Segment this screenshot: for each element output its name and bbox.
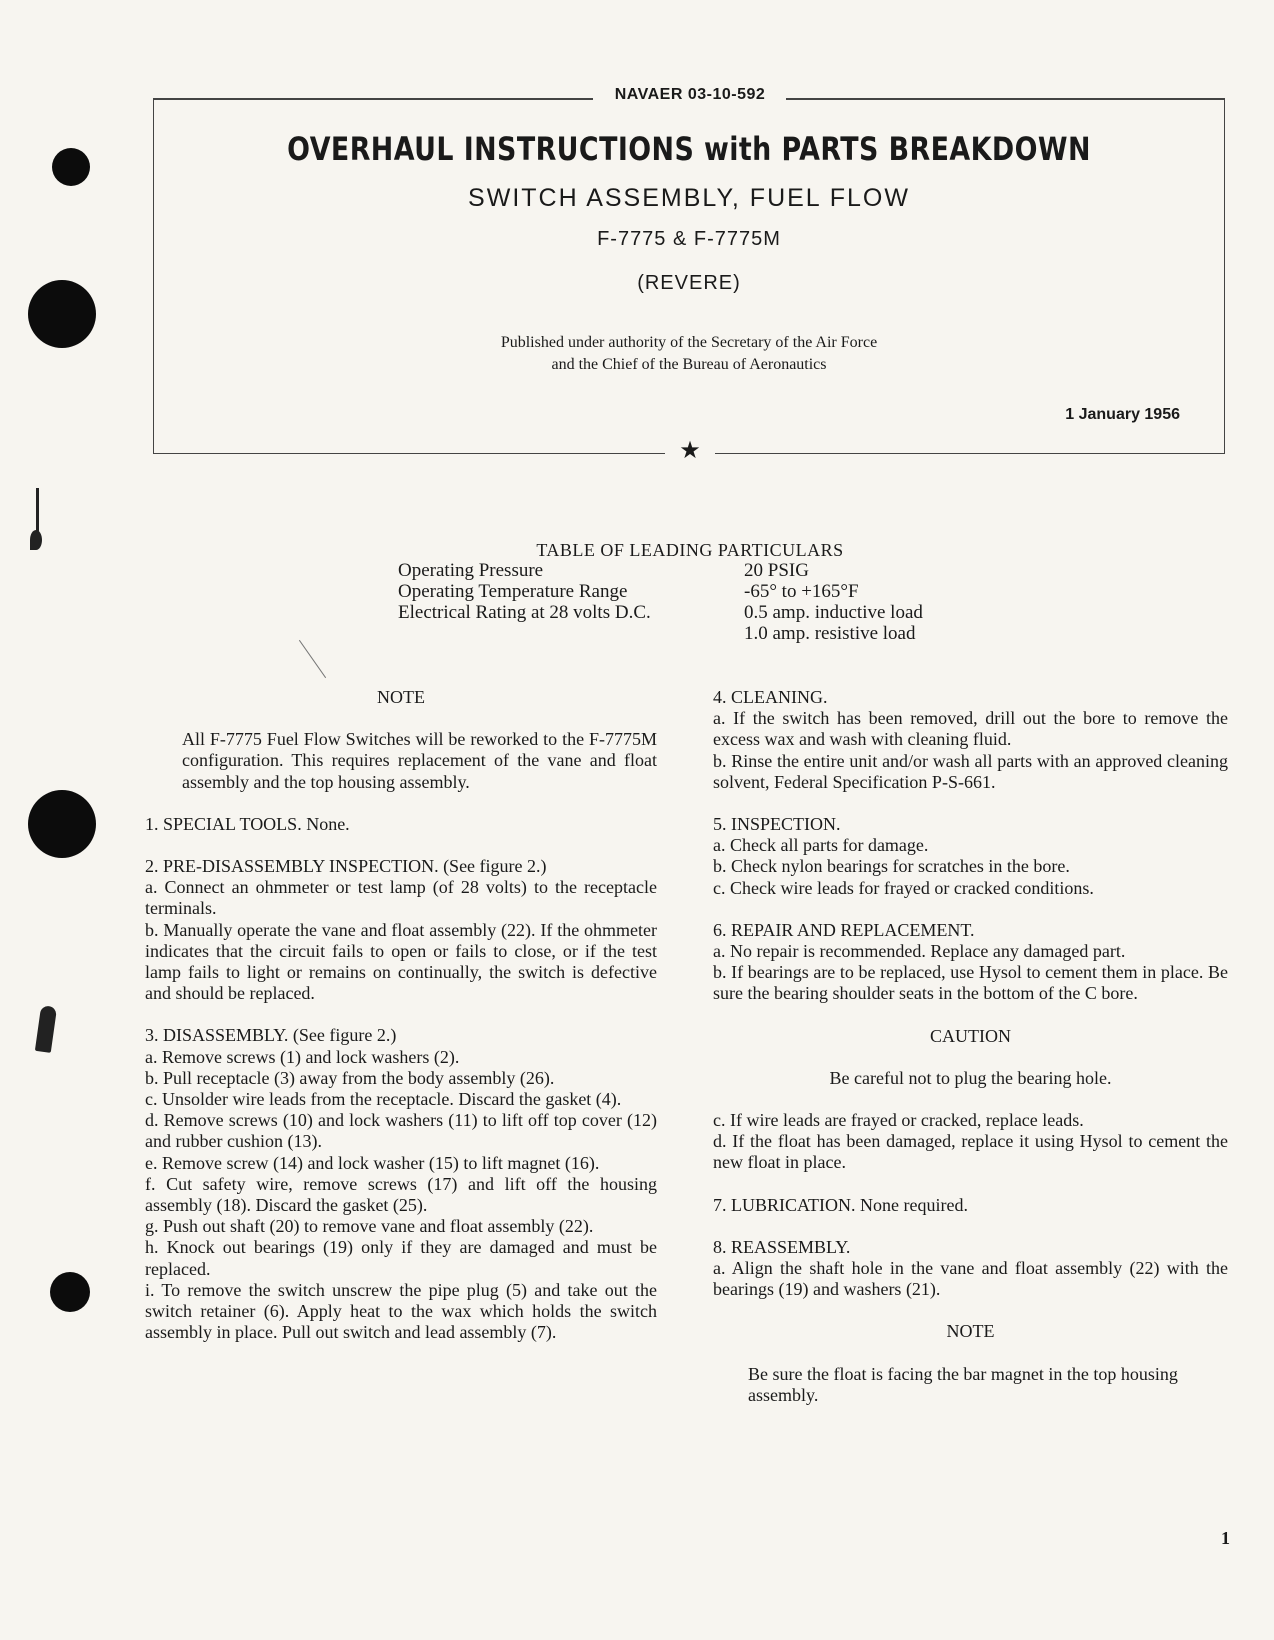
step-text: b. Manually operate the vane and float assembly (22). If the ohmmeter indicates that the circuit fails to open or fails to close, or if the test lamp fails to light or remains on continually, the switch is defective and should be replaced. <box>145 919 657 1004</box>
scan-mark <box>35 1005 57 1053</box>
particular-value: 0.5 amp. inductive load <box>744 602 923 623</box>
binder-hole <box>52 148 90 186</box>
section-heading: 4. CLEANING. <box>713 687 828 707</box>
authority-line: Published under authority of the Secretary of the Air Force <box>500 334 878 351</box>
particular-label: Electrical Rating at 28 volts D.C. <box>398 602 651 623</box>
step-text: c. If wire leads are frayed or cracked, replace leads. <box>713 1110 1084 1131</box>
step-text: h. Knock out bearings (19) only if they are damaged and must be replaced. <box>145 1237 657 1279</box>
step-text: c. Unsolder wire leads from the receptacle. Discard the gasket (4). <box>145 1089 622 1110</box>
note-text: All F-7775 Fuel Flow Switches will be reworked to the F-7775M configuration. This requires replacement of the vane and float assembly and the top housing assembly. <box>182 729 657 792</box>
binder-hole <box>28 280 96 348</box>
section-heading: 6. REPAIR AND REPLACEMENT. <box>713 919 975 940</box>
section-lubrication: 7. LUBRICATION. None required. <box>713 1194 968 1215</box>
binder-hole <box>50 1272 90 1312</box>
step-text: d. Remove screws (10) and lock washers (11) to lift off top cover (12) and rubber cushion (13). <box>145 1110 657 1152</box>
particular-label: Operating Pressure <box>398 560 544 581</box>
left-column <box>145 687 657 1343</box>
section-special-tools: 1. SPECIAL TOOLS. None. <box>145 813 350 834</box>
step-text: b. If bearings are to be replaced, use Hysol to cement them in place. Be sure the bearing shoulder seats in the bottom of the C bore. <box>713 962 1228 1004</box>
step-text: a. Remove screws (1) and lock washers (2). <box>145 1046 460 1067</box>
note-heading: NOTE <box>946 1321 995 1342</box>
publication-authority <box>153 332 1225 376</box>
section-heading: 2. PRE-DISASSEMBLY INSPECTION. (See figure 2.) <box>145 856 547 877</box>
section-heading: 8. REASSEMBLY. <box>713 1236 851 1257</box>
page-number: 1 <box>1221 1528 1230 1548</box>
document-subtitle: SWITCH ASSEMBLY, FUEL FLOW <box>468 184 910 212</box>
particular-label: Operating Temperature Range <box>398 581 628 602</box>
step-text: a. No repair is recommended. Replace any damaged part. <box>713 941 1126 962</box>
step-text: b. Check nylon bearings for scratches in the bore. <box>713 856 1070 877</box>
manufacturer: (REVERE) <box>637 272 741 294</box>
section-heading: 5. INSPECTION. <box>713 814 841 835</box>
step-text: b. Pull receptacle (3) away from the body assembly (26). <box>145 1067 555 1088</box>
step-text: i. To remove the switch unscrew the pipe plug (5) and take out the switch retainer (6). Apply heat to the wax which holds the switch assembly in place. Pull out switch and lead assembly (7). <box>145 1279 657 1343</box>
document-number: NAVAER 03-10-592 <box>614 86 766 103</box>
step-text: g. Push out shaft (20) to remove vane and float assembly (22). <box>145 1216 594 1237</box>
note-heading: NOTE <box>377 687 425 707</box>
right-column <box>713 687 1228 1406</box>
authority-line: and the Chief of the Bureau of Aeronautics <box>551 356 827 373</box>
step-text: c. Check wire leads for frayed or cracked conditions. <box>713 877 1094 898</box>
step-text: b. Rinse the entire unit and/or wash all parts with an approved cleaning solvent, Federal Specification P-S-661. <box>713 750 1228 792</box>
binder-hole <box>28 790 96 858</box>
leading-particulars-title: TABLE OF LEADING PARTICULARS <box>536 540 844 560</box>
document-title: OVERHAUL INSTRUCTIONS with PARTS BREAKDOWN <box>287 130 1091 168</box>
particular-value: 20 PSIG <box>744 560 809 581</box>
section-heading: 3. DISASSEMBLY. (See figure 2.) <box>145 1025 397 1046</box>
step-text: e. Remove screw (14) and lock washer (15) to lift magnet (16). <box>145 1152 600 1173</box>
scan-mark <box>30 530 42 550</box>
step-text: a. Align the shaft hole in the vane and float assembly (22) with the bearings (19) and washers (21). <box>713 1258 1228 1300</box>
caution-text: Be careful not to plug the bearing hole. <box>829 1067 1112 1088</box>
step-text: a. Connect an ohmmeter or test lamp (of 28 volts) to the receptacle terminals. <box>145 877 657 919</box>
model-numbers: F-7775 & F-7775M <box>597 228 781 250</box>
scan-mark <box>299 640 326 678</box>
scan-mark <box>36 488 39 534</box>
step-text: f. Cut safety wire, remove screws (17) and lift off the housing assembly (18). Discard the gasket (25). <box>145 1173 657 1216</box>
star-icon: ★ <box>665 436 715 466</box>
caution-heading: CAUTION <box>930 1025 1011 1046</box>
particular-value: -65° to +165°F <box>744 581 859 602</box>
publication-date: 1 January 1956 <box>1065 406 1180 423</box>
step-text: a. If the switch has been removed, drill out the bore to remove the excess wax and wash with cleaning fluid. <box>713 708 1228 750</box>
step-text: a. Check all parts for damage. <box>713 835 929 856</box>
particular-value: 1.0 amp. resistive load <box>744 623 916 644</box>
note-text: Be sure the float is facing the bar magnet in the top housing assembly. <box>748 1363 1178 1405</box>
step-text: d. If the float has been damaged, replace it using Hysol to cement the new float in place. <box>713 1131 1228 1173</box>
